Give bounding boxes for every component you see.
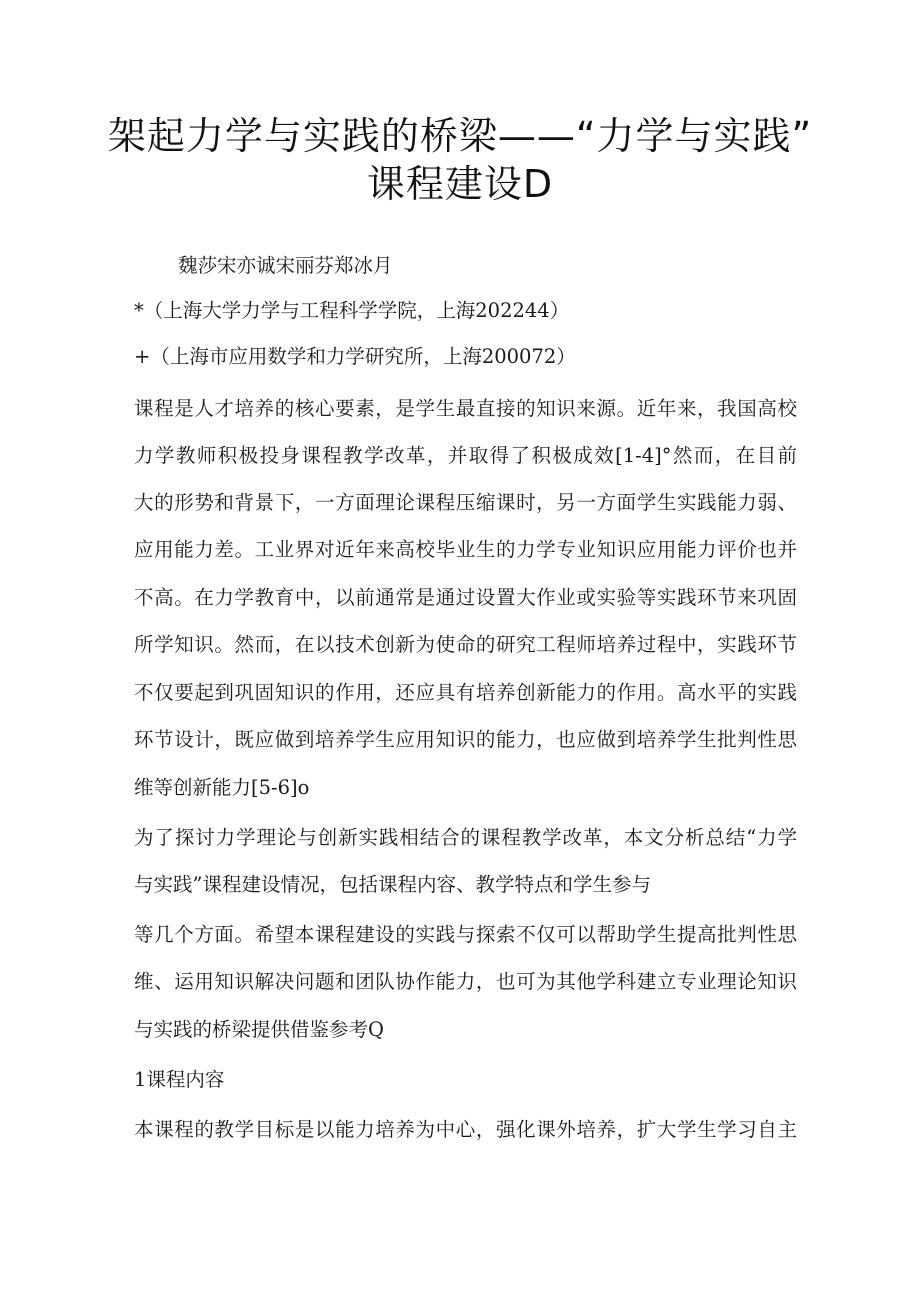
paragraph-line: 环节设计，既应做到培养学生应用知识的能力，也应做到培养学生批判性思 — [134, 728, 797, 751]
paragraph-line: 为了探讨力学理论与创新实践相结合的课程教学改革，本文分析总结“力学 — [134, 826, 797, 849]
paragraph-line: 不高。在力学教育中，以前通常是通过设置大作业或实验等实践环节来巩固 — [134, 586, 797, 609]
section-heading: 1课程内容 — [134, 1068, 225, 1091]
paragraph-line: 维、运用知识解决问题和团队协作能力，也可为其他学科建立专业理论知识 — [134, 970, 797, 993]
paragraph-line: 不仅要起到巩固知识的作用，还应具有培养创新能力的作用。高水平的实践 — [134, 681, 797, 704]
authors: 魏莎宋亦诚宋丽芬郑冰月 — [178, 254, 393, 277]
affiliation-2: +（上海市应用数学和力学研究所，上海200072） — [134, 345, 576, 368]
title-line-1: 架起力学与实践的桥梁——“力学与实践” — [107, 114, 813, 158]
affiliation-1: *（上海大学力学与工程科学学院，上海202244） — [134, 299, 570, 322]
paragraph-line: 等几个方面。希望本课程建设的实践与探索不仅可以帮助学生提高批判性思 — [134, 923, 797, 946]
paragraph-line: 应用能力差。工业界对近年来高校毕业生的力学专业知识应用能力评价也并 — [134, 538, 797, 561]
paragraph-line: 与实践”课程建设情况，包括课程内容、教学特点和学生参与 — [134, 873, 651, 896]
paragraph-line: 与实践的桥梁提供借鉴参考Q — [134, 1018, 384, 1041]
title-line-2: 课程建设D — [366, 162, 554, 206]
paragraph-line: 本课程的教学目标是以能力培养为中心，强化课外培养，扩大学生学习自主 — [134, 1118, 797, 1141]
paragraph-line: 力学教师积极投身课程教学改革，并取得了积极成效[1-4]°然而，在目前 — [134, 444, 797, 467]
paragraph-line: 大的形势和背景下，一方面理论课程压缩课时，另一方面学生实践能力弱、 — [134, 491, 797, 514]
paragraph-line: 维等创新能力[5-6]o — [134, 776, 310, 799]
paragraph-line: 所学知识。然而，在以技术创新为使命的研究工程师培养过程中，实践环节 — [134, 633, 797, 656]
paragraph-line: 课程是人才培养的核心要素，是学生最直接的知识来源。近年来，我国高校 — [134, 397, 797, 420]
